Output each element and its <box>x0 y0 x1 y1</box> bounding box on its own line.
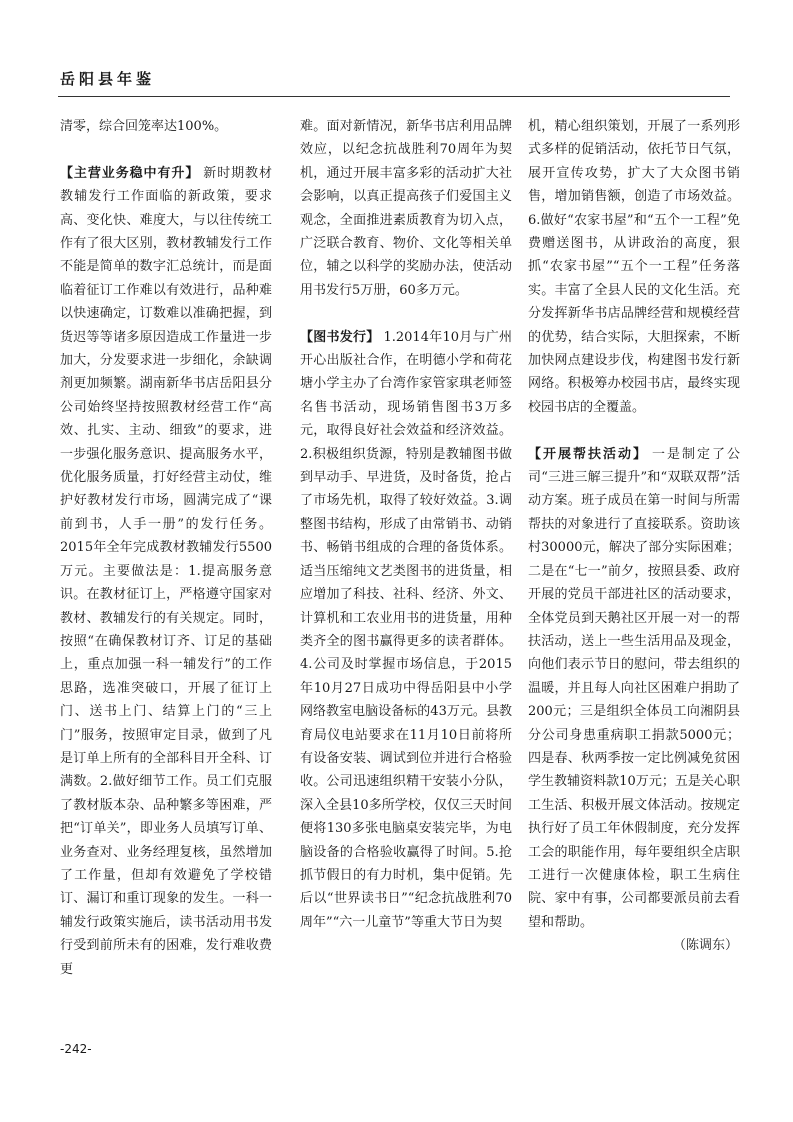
paragraph <box>300 115 512 302</box>
page-number: -242- <box>60 1042 92 1056</box>
text-column-3 <box>528 115 740 1015</box>
section-heading: 【开展帮扶活动】 <box>528 446 648 462</box>
paragraph <box>60 162 272 981</box>
paragraph-text: 机，精心组织策划，开展了一系列形式多样的促销活动，依托节日气氛，展开宣传攻势，扩大了大众图书销售，增加销售额，创造了市场效益。6.做好“农家书屋”和“五个一工程”免费赠送图书，从讲政治的高度，狠抓“农家书屋”“五个一工程”任务落实。丰富了全县人民的文化生活。充分发挥新华书店品牌经营和规模经营的优势，结合实际，大胆探索，不断加快网点建设步伐，构建图书发行新网络。积极筹办校园书店，最终实现校园书店的全覆盖。 <box>528 119 740 415</box>
section-heading: 【图书发行】 <box>300 329 380 345</box>
paragraph-text: 一是制定了公司“三进三解三提升”和“双联双帮”活动方案。班子成员在第一时间与所需帮扶的对象进行了直接联系。资助该村30000元，解决了部分实际困难；二是在“七一”前夕，按照县委、政府开展的党员干部进社区的活动要求，全体党员到天鹅社区开展一对一的帮扶活动，送上一些生活用品及现金，向他们表示节日的慰问，带去组织的温暖，并且每人向社区困难户捐助了200元；三是组织全体员工向湘阴县分公司身患重病职工捐款5000元；四是春、秋两季按一定比例减免贫困学生教辅资料款10万元；五是关心职工生活、积极开展文体活动。按规定执行好了员工年休假制度，充分发挥工会的职能作用，每年要组织全店职工进行一次健康体检，职工生病住院、家中有事，公司都要派员前去看望和帮助。 <box>528 446 740 930</box>
paragraph <box>300 326 512 935</box>
text-column-1 <box>60 115 272 1015</box>
author-credit: （陈调东） <box>672 938 738 954</box>
paragraph <box>60 115 272 138</box>
paragraph-text: 1.2014年10月与广州开心出版社合作，在明德小学和荷花塘小学主办了台湾作家管家琪老师签名售书活动，现场销售图书3万多元，取得良好社会效益和经济效益。2.积极组织货源，特别是教辅图书做到早动手、早进货，及时备货，抢占了市场先机，取得了较好效益。3.调整图书结构，形成了由常销书、动销书、畅销书组成的合理的备货体系。适当压缩纯文艺类图书的进货量，相应增加了科技、社科、经济、外文、计算机和工农业用书的进货量，用种类齐全的图书赢得更多的读者群体。4.公司及时掌握市场信息，于2015年10月27日成功中得岳阳县中小学网络教室电脑设备标的43万元。县教育局仪电站要求在11月10日前将所有设备安装、调试到位并进行合格验收。公司迅速组织精干安装小分队，深入全县10多所学校，仅仅三天时间便将130多张电脑桌安装完毕，为电脑设备的合格验收赢得了时间。5.抢抓节假日的有力时机，集中促销。先后以“世界读书日”“纪念抗战胜利70周年”“六一儿童节”等重大节日为契 <box>300 329 512 930</box>
paragraph-text: 清零，综合回笼率达100%。 <box>60 119 228 134</box>
header-divider <box>58 96 730 97</box>
paragraph <box>528 115 740 419</box>
paragraph-text: 新时期教材教辅发行工作面临的新政策，要求高、变化快、难度大，与以往传统工作有了很大区别，教材教辅发行工作不能是简单的数字汇总统计，而是面临着征订工作难以有效进行，品种难以快速确定，订数难以准确把握，到货迟等等诸多原因造成工作量进一步加大，分发要求进一步细化，余缺调剂更加频繁。湖南新华书店岳阳县分公司始终坚持按照教材经营工作“高效、扎实、主动、细致”的要求，进一步强化服务意识、提高服务水平，优化服务质量，打好经营主动仗，维护好教材发行市场，圆满完成了“课前到书，人手一册”的发行任务。2015年全年完成教材教辅发行5500万元。主要做法是：1.提高服务意识。在教材征订上，严格遵守国家对教材、教辅发行的有关规定。同时，按照“在确保教材订齐、订足的基础上，重点加强一科一辅发行”的工作思路，选准突破口，开展了征订上门、送书上门、结算上门的“三上门”服务，按照审定目录，做到了凡是订单上所有的全部科目开全科、订满数。2.做好细节工作。员工们克服了教材版本杂、品种繁多等困难，严把“订单关”，即业务人员填写订单、业务查对、业务经理复核，虽然增加了工作量，但却有效避免了学校错订、漏订和重订现象的发生。一科一辅发行政策实施后，读书活动用书发行受到前所未有的困难，发行难收费更 <box>60 165 272 977</box>
paragraph-text: 难。面对新情况，新华书店利用品牌效应，以纪念抗战胜利70周年为契机，通过开展丰富多彩的活动扩大社会影响，以真正提高孩子们爱国主义观念，全面推进素质教育为切入点，广泛联合教育、物价、文化等相关单位，辅之以科学的奖励办法，使活动用书发行5万册，60多万元。 <box>300 119 512 298</box>
yearbook-title: 岳阳县年鉴 <box>60 70 156 88</box>
paragraph <box>528 443 740 935</box>
text-column-2 <box>300 115 512 1015</box>
section-heading: 【主营业务稳中有升】 <box>60 165 200 181</box>
